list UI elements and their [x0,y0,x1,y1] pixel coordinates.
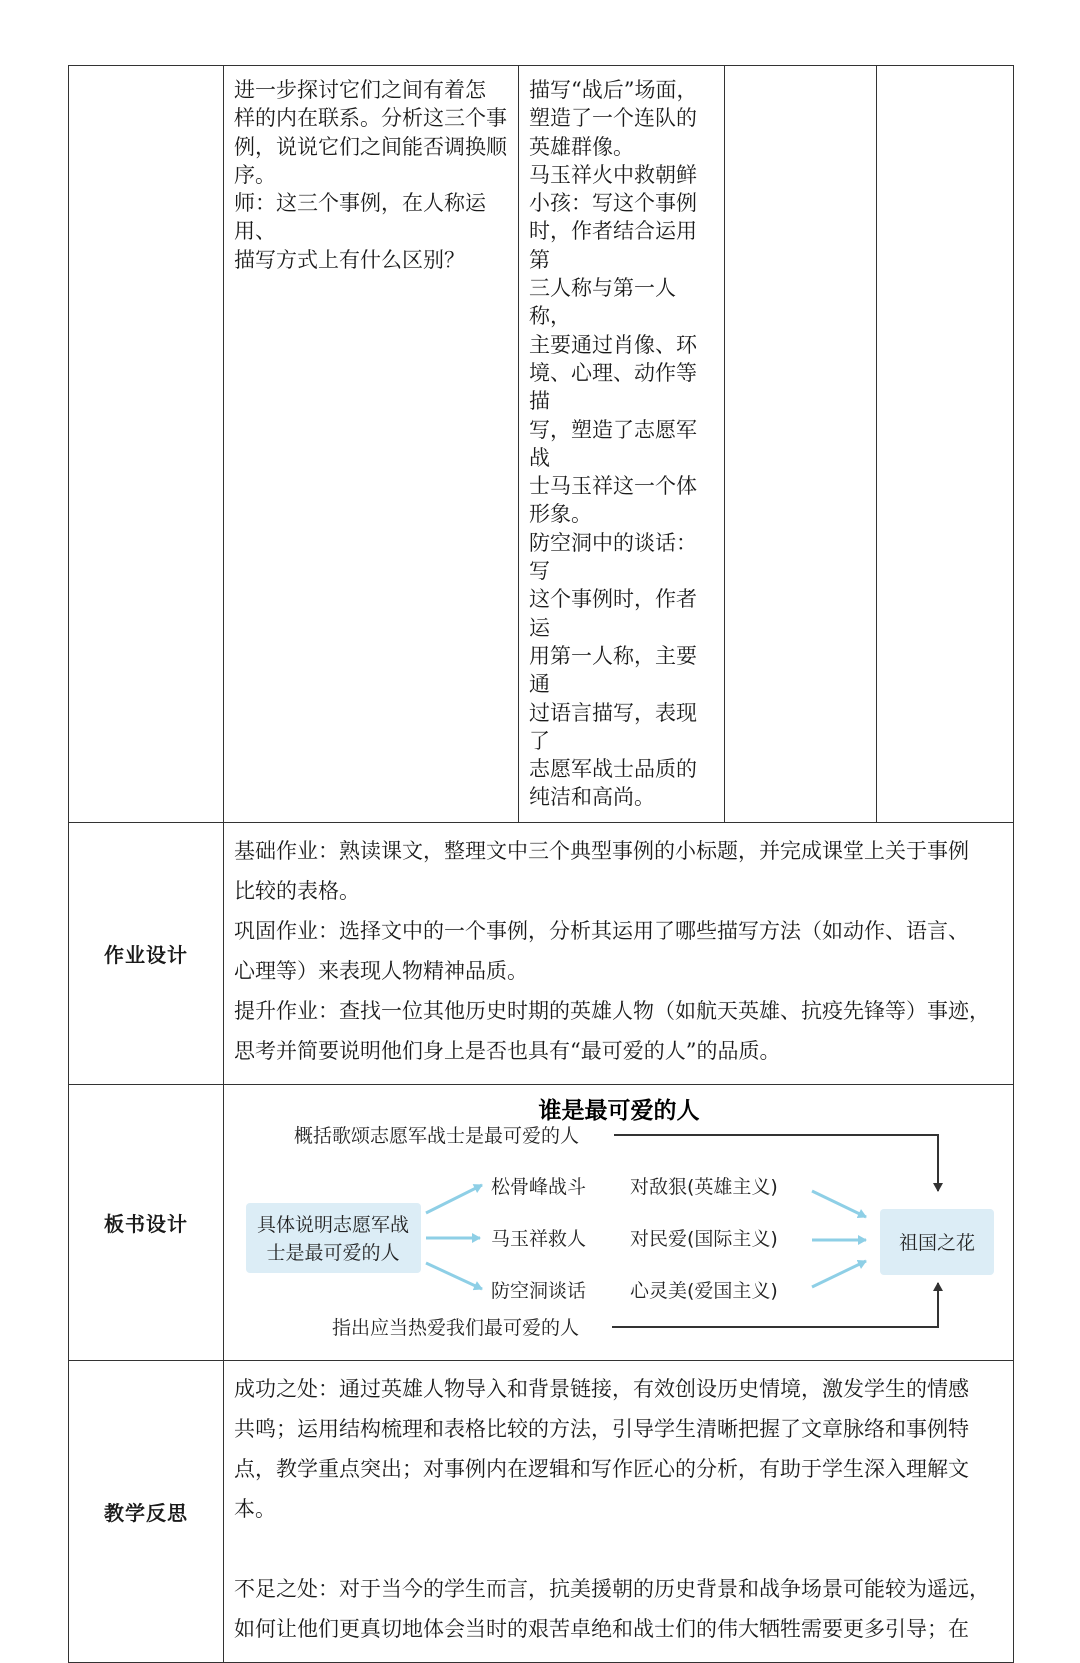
reflection-line: 如何让他们更真切地体会当时的艰苦卓绝和战士们的伟大牺牲需要更多引导；在 [234,1616,969,1641]
text-line: 境、心理、动作等描 [529,360,697,414]
reflection-line: 不足之处：对于当今的学生而言，抗美援朝的历史背景和战争场景可能较为遥远， [234,1576,990,1601]
left-box-line2: 士是最可爱的人 [266,1241,400,1264]
board-diagram-svg [224,1085,1012,1359]
text-line: 士马玉祥这一个体 [529,474,697,499]
quality-2: 对民爱(国际主义) [630,1227,778,1250]
text-line: 进一步探讨它们之间有着怎 [234,78,486,102]
arrow-from-quality1 [812,1191,866,1217]
homework-row [69,822,1014,1084]
quality-1: 对敌狠(英雄主义) [630,1175,778,1198]
design-intent-cell [725,66,877,823]
text-line: 时，作者结合运用第 [529,219,697,272]
homework-line: 思考并简要说明他们身上是否也具有“最可爱的人”的品质。 [234,1038,781,1063]
text-line: 马玉祥火中救朝鲜 [529,162,697,187]
homework-line: 心理等）来表现人物精神品质。 [234,958,528,983]
left-box-line1: 具体说明志愿军战 [256,1213,410,1236]
event-3: 防空洞谈话 [491,1279,587,1302]
homework-line: 提升作业：查找一位其他历史时期的英雄人物（如航天英雄、抗疫先锋等）事迹， [234,998,990,1023]
text-line: 样的内在联系。分析这三个事 [234,106,507,131]
reflection-line: 共鸣；运用结构梳理和表格比较的方法，引导学生清晰把握了文章脉络和事例特 [234,1416,969,1441]
teacher-activity-cell [224,66,519,823]
text-line: 纯洁和高尚。 [529,785,655,810]
text-line: 小孩：写这个事例 [529,191,697,216]
reflection-content [224,1360,1014,1662]
homework-content [224,822,1014,1084]
text-line: 描写方式上有什么区别？ [234,247,465,272]
homework-line: 巩固作业：选择文中的一个事例，分析其运用了哪些描写方法（如动作、语言、 [234,918,969,943]
board-label: 板书设计 [69,1084,224,1360]
text-line: 英雄群像。 [529,134,634,159]
homework-line: 基础作业：熟读课文，整理文中三个典型事例的小标题，并完成课堂上关于事例 [234,838,969,863]
text-line: 塑造了一个连队的 [529,106,697,131]
text-line: 例，说说它们之间能否调换顺 [234,134,507,159]
reflection-line: 成功之处：通过英雄人物导入和背景链接，有效创设历史情境，激发学生的情感 [234,1376,969,1401]
event-2: 马玉祥救人 [491,1227,587,1250]
homework-line: 比较的表格。 [234,878,360,903]
text-line: 形象。 [529,502,592,527]
board-top-line: 概括歌颂志愿军战士是最可爱的人 [294,1124,580,1147]
board-content [224,1084,1014,1360]
notes-cell [877,66,1014,823]
text-line: 过语言描写，表现了 [529,700,697,753]
activity-row [69,66,1014,823]
reflection-line: 点，教学重点突出；对事例内在逻辑和写作匠心的分析，有助于学生深入理解文 [234,1456,969,1481]
event-1: 松骨峰战斗 [491,1175,587,1198]
text-line: 描写“战后”场面， [529,78,698,102]
reflection-line: 本。 [234,1496,276,1521]
activity-label-cell [69,66,224,823]
quality-3: 心灵美(爱国主义) [630,1279,778,1302]
homework-label: 作业设计 [69,822,224,1084]
lesson-plan-table [68,65,1014,1663]
board-row [69,1084,1014,1360]
board-title: 谁是最可爱的人 [538,1097,700,1124]
text-line: 主要通过肖像、环 [529,332,697,357]
text-line: 这个事例时，作者运 [529,587,697,640]
arrow-from-quality3 [812,1261,866,1287]
student-activity-cell [519,66,725,823]
text-line: 序。 [234,162,276,187]
board-diagram [224,1085,1013,1359]
text-line: 防空洞中的谈话：写 [529,530,697,584]
text-line: 师：这三个事例，在人称运用、 [234,191,486,244]
reflection-row [69,1360,1014,1662]
text-line: 写，塑造了志愿军战 [529,417,697,470]
text-line: 三人称与第一人称， [529,276,676,329]
arrow-to-event3 [426,1263,482,1289]
board-bottom-line: 指出应当热爱我们最可爱的人 [332,1316,580,1339]
right-box-label: 祖国之花 [898,1231,976,1254]
text-line: 志愿军战士品质的 [529,757,697,782]
text-line: 用第一人称，主要通 [529,643,697,697]
reflection-label: 教学反思 [69,1360,224,1662]
arrow-to-event1 [426,1185,482,1213]
